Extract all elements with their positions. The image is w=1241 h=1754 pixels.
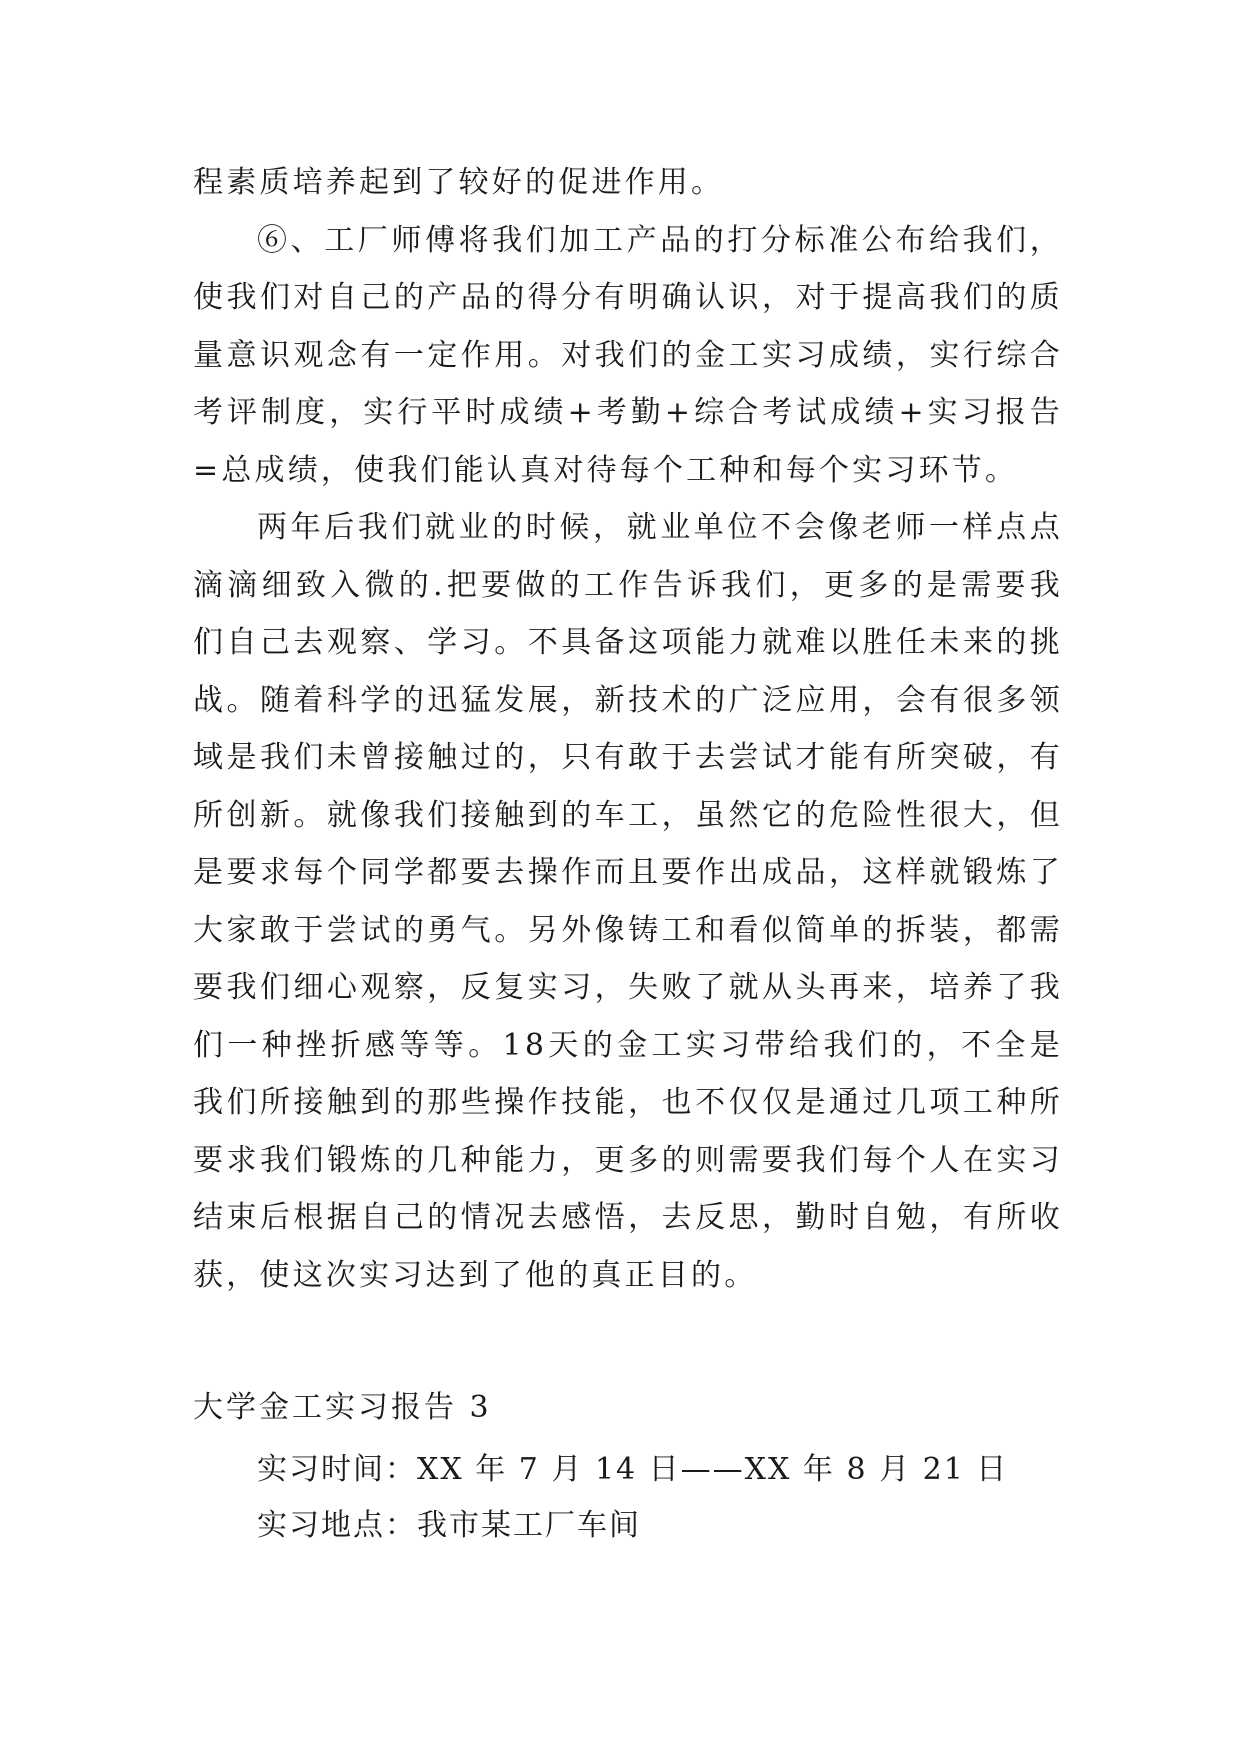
internship-time: 实习时间：XX 年 7 月 14 日——XX 年 8 月 21 日 [257,1452,1009,1487]
internship-place: 实习地点：我市某工厂车间 [257,1508,641,1543]
section-heading: 大学金工实习报告 3 [193,1390,492,1425]
paragraph-grading-standards: ⑥、工厂师傅将我们加工产品的打分标准公布给我们，使我们对自己的产品的得分有明确认识，对于提高我们的质量意识观念有一定作用。对我们的金工实习成绩，实行综合考评制度，实行平时成绩+考勤+综合考试成绩+实习报告=总成绩，使我们能认真对待每个工种和每个实习环节。 [193,222,1063,488]
body-text [193,154,1063,1304]
paragraph-continuation: 程素质培养起到了较好的促进作用。 [193,165,725,200]
paragraph-employment-reflection: 两年后我们就业的时候，就业单位不会像老师一样点点滴滴细致入微的.把要做的工作告诉我们，更多的是需要我们自己去观察、学习。不具备这项能力就难以胜任未来的挑战。随着科学的迅猛发展，新技术的广泛应用，会有很多领域是我们未曾接触过的，只有敢于去尝试才能有所突破，有所创新。就像我们接触到的车工，虽然它的危险性很大，但是要求每个同学都要去操作而且要作出成品，这样就锻炼了大家敢于尝试的勇气。另外像铸工和看似简单的拆装，都需要我们细心观察，反复实习，失败了就从头再来，培养了我们一种挫折感等等。18天的金工实习带给我们的，不全是我们所接触到的那些操作技能，也不仅仅是通过几项工种所要求我们锻炼的几种能力，更多的则需要我们每个人在实习结束后根据自己的情况去感悟，去反思，勤时自勉，有所收获，使这次实习达到了他的真正目的。 [193,510,1063,1293]
